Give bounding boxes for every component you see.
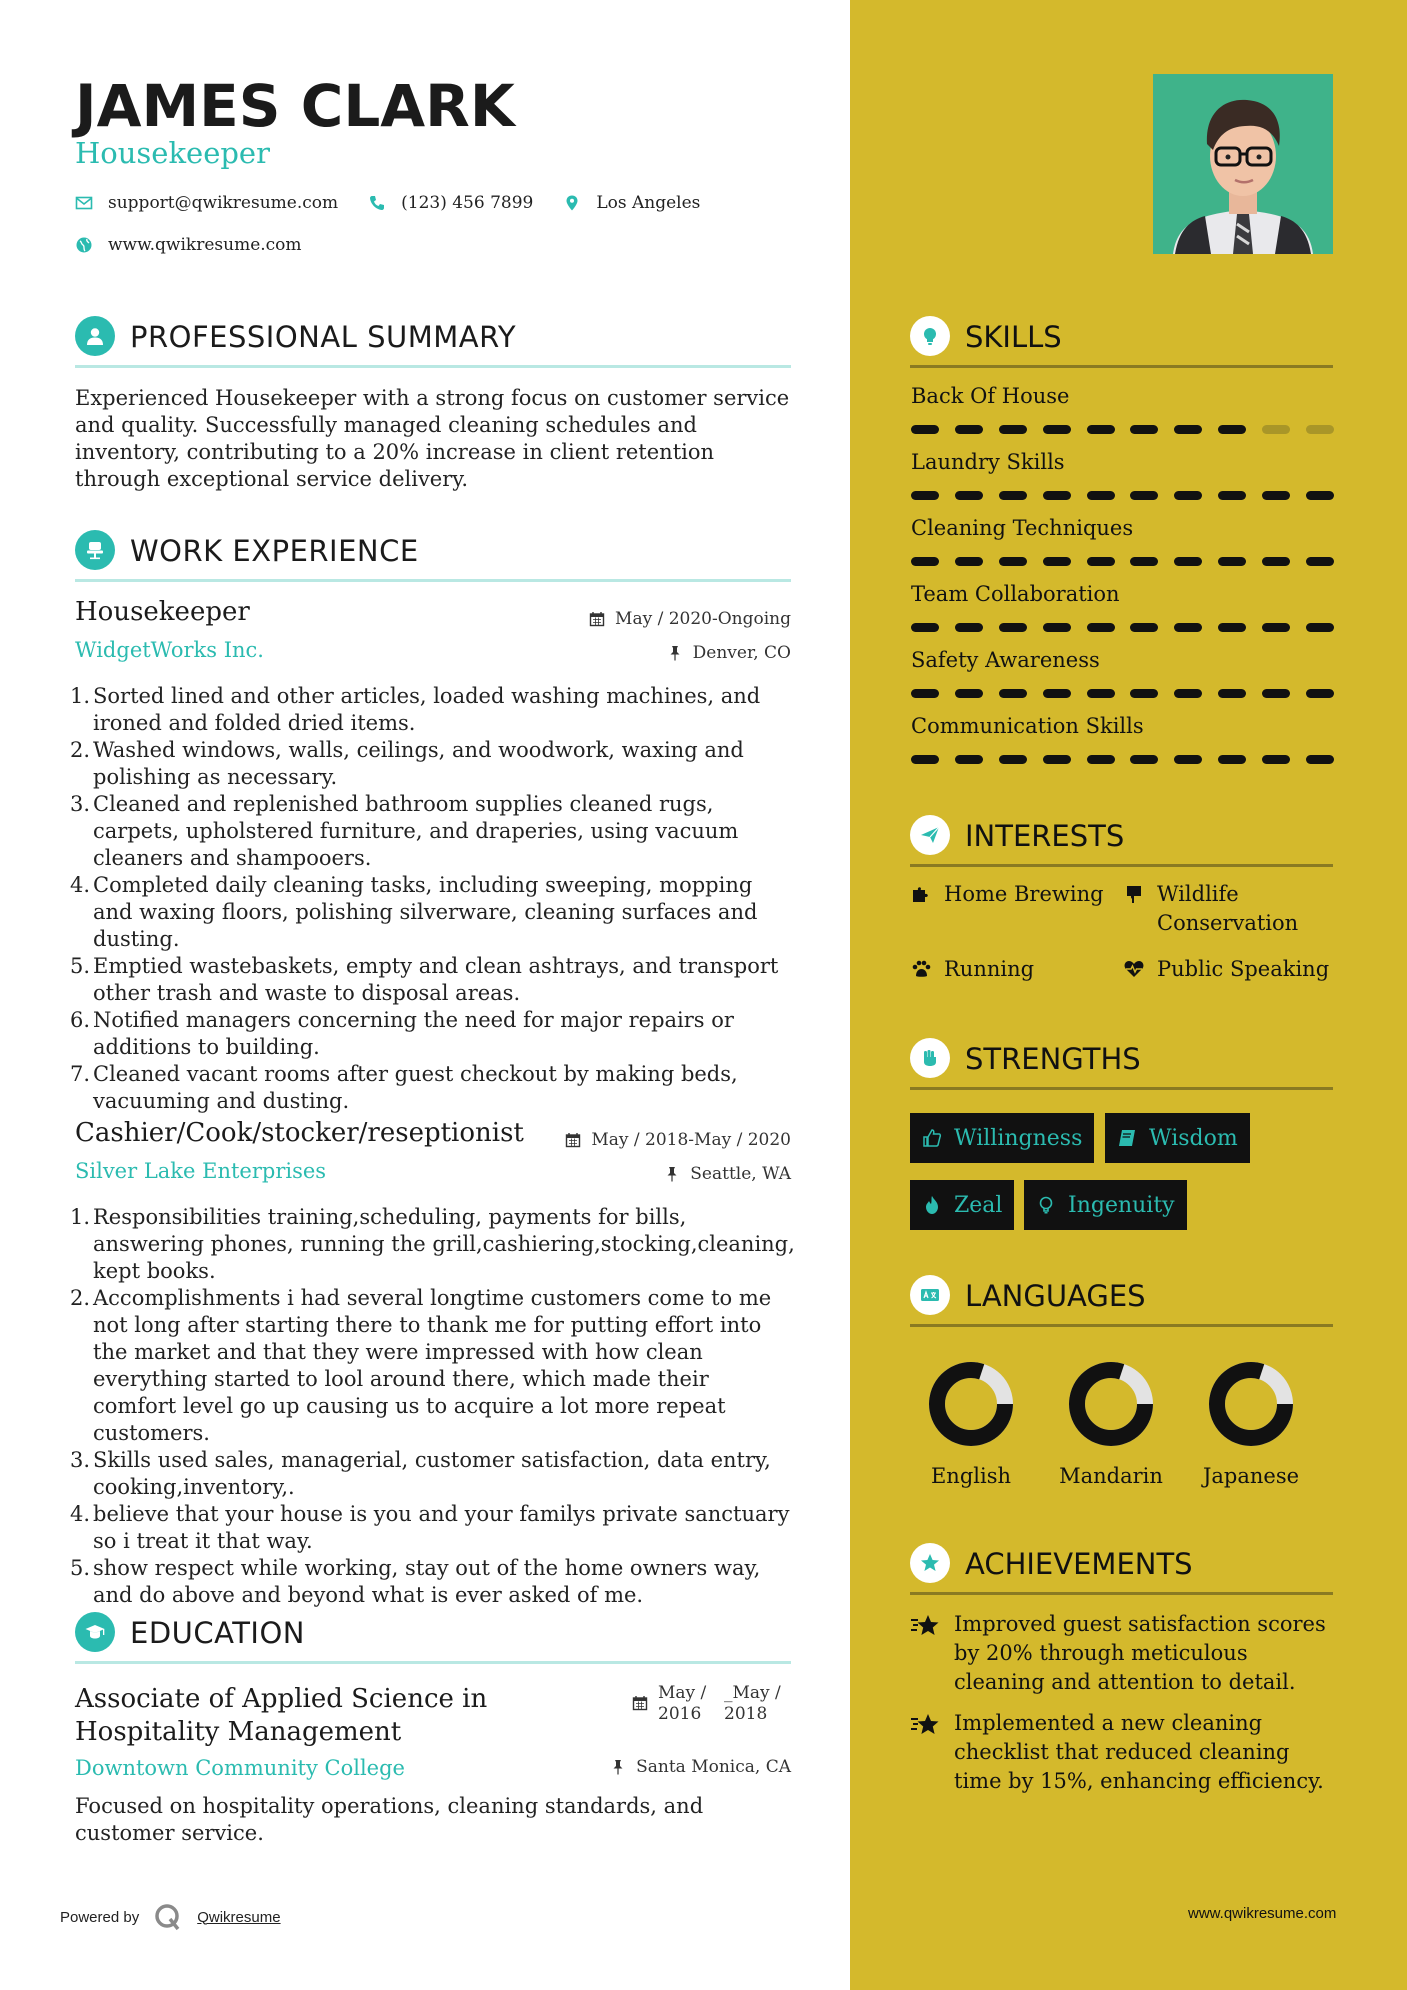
achievement-item: Implemented a new cleaning checklist that reduced cleaning time by 15%, enhancing efficiency. [910, 1709, 1340, 1796]
contact-row-2 [75, 235, 332, 255]
skill-dash [911, 755, 939, 764]
qwikresume-link[interactable]: Qwikresume [197, 1908, 281, 1926]
job-company: WidgetWorks Inc. [75, 638, 264, 662]
paper-plane-icon [910, 815, 950, 855]
school-location: Santa Monica, CA [610, 1757, 791, 1777]
footer-website[interactable]: www.qwikresume.com [1188, 1905, 1337, 1922]
strength-badge: Zeal [910, 1180, 1014, 1230]
list-item: 1. Responsibilities training,scheduling, payments for bills, answering phones, running the grill,cashiering,stocking,cleaning, kept books. [70, 1205, 795, 1283]
skill-dash [911, 557, 939, 566]
star-badge-icon [910, 1543, 950, 1583]
list-item: 3. Cleaned and replenished bathroom supplies cleaned rugs, carpets, upholstered furniture, and draperies, using vacuum cleaners and shampooers. [70, 792, 739, 870]
education-date: May / 2016 _May / 2018 [632, 1683, 790, 1725]
languages-title: LANGUAGES [965, 1279, 1146, 1313]
skill-dash [1087, 623, 1115, 632]
website-text: www.qwikresume.com [108, 235, 302, 255]
skill-dash [1087, 491, 1115, 500]
skill-dash [1306, 425, 1334, 434]
skill-dash [1087, 755, 1115, 764]
job-location: Denver, CO [667, 643, 791, 663]
graduation-cap-icon [75, 1612, 115, 1652]
calendar-icon [565, 1132, 581, 1148]
lightbulb-icon [1036, 1195, 1056, 1215]
list-item: 4. believe that your house is you and your familys private sanctuary so i treat it that way. [70, 1502, 790, 1553]
skill-name: Back Of House [911, 384, 1070, 408]
skill-level-bar [911, 425, 1334, 434]
skill-dash [955, 755, 983, 764]
powered-by: Powered by Qwikresume [60, 1902, 281, 1932]
contact-phone[interactable] [368, 193, 533, 213]
job-title: Cashier/Cook/stocker/reseptionist [75, 1118, 524, 1148]
interest-item: Running [910, 955, 1034, 984]
phone-icon [368, 194, 386, 212]
language-level-ring [1209, 1362, 1293, 1446]
skill-dash [1130, 425, 1158, 434]
book-icon [1117, 1128, 1137, 1148]
skill-dash [1306, 491, 1334, 500]
candidate-name: JAMES CLARK [75, 72, 515, 140]
experience-section-header [75, 530, 791, 582]
contact-website[interactable] [75, 235, 302, 255]
job-bullets [70, 1204, 795, 1609]
strengths-title: STRENGTHS [965, 1042, 1141, 1076]
location-text: Los Angeles [596, 193, 701, 213]
envelope-icon [75, 194, 93, 212]
skill-dash [1306, 623, 1334, 632]
skill-dash [955, 623, 983, 632]
skill-dash [1306, 557, 1334, 566]
skill-dash [1043, 557, 1071, 566]
skill-level-bar [911, 623, 1334, 632]
calendar-icon [589, 611, 605, 627]
interests-title: INTERESTS [965, 819, 1125, 853]
achievements-section-header [910, 1543, 1333, 1595]
skill-dash [1262, 623, 1290, 632]
skill-dash [1218, 425, 1246, 434]
skill-dash [1130, 689, 1158, 698]
strength-badge: Ingenuity [1024, 1180, 1187, 1230]
star-icon [910, 1614, 940, 1638]
language-card-icon [910, 1275, 950, 1315]
language-name: Japanese [1202, 1464, 1300, 1488]
skill-dash [911, 425, 939, 434]
skill-dash [1043, 491, 1071, 500]
contact-email[interactable] [75, 193, 338, 213]
skills-section-header [910, 316, 1333, 368]
list-item: 5. show respect while working, stay out of the home owners way, and do above and beyond what is ever asked of me. [70, 1556, 761, 1607]
education-description: Focused on hospitality operations, cleaning standards, and customer service. [75, 1794, 704, 1845]
skill-dash [1087, 557, 1115, 566]
list-item: 2. Washed windows, walls, ceilings, and woodwork, waxing and polishing as necessary. [70, 738, 744, 789]
skill-dash [955, 491, 983, 500]
skill-level-bar [911, 491, 1334, 500]
skill-dash [911, 689, 939, 698]
contact-location [563, 193, 700, 213]
skill-dash [1174, 755, 1202, 764]
skill-dash [1043, 755, 1071, 764]
user-icon [75, 316, 115, 356]
candidate-role: Housekeeper [75, 136, 270, 170]
language-level-ring [1069, 1362, 1153, 1446]
school-name: Downtown Community College [75, 1756, 405, 1780]
contact-row-1 [75, 193, 730, 213]
chair-icon [75, 530, 115, 570]
skill-dash [1130, 623, 1158, 632]
skill-dash [1087, 689, 1115, 698]
skill-dash [1218, 557, 1246, 566]
pushpin-icon [664, 1166, 680, 1182]
skill-dash [1218, 623, 1246, 632]
skill-dash [999, 755, 1027, 764]
pushpin-icon [667, 645, 683, 661]
skill-dash [1306, 689, 1334, 698]
job-company: Silver Lake Enterprises [75, 1159, 327, 1183]
job-title: Housekeeper [75, 597, 250, 627]
language-name: Mandarin [1059, 1464, 1163, 1488]
skill-dash [1262, 557, 1290, 566]
skill-name: Laundry Skills [911, 450, 1065, 474]
strength-badge: Willingness [910, 1113, 1094, 1163]
skill-dash [1262, 755, 1290, 764]
skill-dash [1130, 557, 1158, 566]
skill-dash [1043, 689, 1071, 698]
interest-item: Home Brewing [910, 880, 1104, 909]
achievements-title: ACHIEVEMENTS [965, 1547, 1193, 1581]
skill-dash [1174, 623, 1202, 632]
strengths-section-header [910, 1038, 1333, 1090]
summary-section-header [75, 316, 791, 368]
education-section-header [75, 1612, 791, 1664]
achievement-item: Improved guest satisfaction scores by 20% through meticulous cleaning and attention to detail. [910, 1610, 1340, 1697]
skill-dash [999, 623, 1027, 632]
list-item: 1. Sorted lined and other articles, loaded washing machines, and ironed and folded dried items. [70, 684, 761, 735]
interests-section-header [910, 815, 1333, 867]
profile-photo [1153, 74, 1333, 254]
email-text: support@qwikresume.com [108, 193, 339, 213]
list-item: 6. Notified managers concerning the need for major repairs or additions to building. [70, 1008, 734, 1059]
skill-dash [911, 623, 939, 632]
job-date: May / 2020-Ongoing [589, 609, 791, 629]
skill-dash [1174, 689, 1202, 698]
summary-title: PROFESSIONAL SUMMARY [130, 320, 517, 354]
education-title: EDUCATION [130, 1616, 306, 1650]
heartbeat-icon [1123, 958, 1145, 980]
language-name: English [930, 1464, 1012, 1488]
globe-icon [75, 236, 93, 254]
pushpin-icon [610, 1759, 626, 1775]
interest-item: Public Speaking [1123, 955, 1329, 984]
skill-dash [999, 689, 1027, 698]
strength-badge: Wisdom [1105, 1113, 1250, 1163]
paw-icon [910, 958, 932, 980]
job-location: Seattle, WA [664, 1164, 791, 1184]
fire-icon [922, 1195, 942, 1215]
skill-dash [1218, 491, 1246, 500]
puzzle-icon [910, 883, 932, 905]
skill-dash [1306, 755, 1334, 764]
qwikresume-logo-icon [153, 1902, 183, 1932]
skill-dash [999, 425, 1027, 434]
skill-dash [1262, 689, 1290, 698]
skill-dash [1262, 491, 1290, 500]
skill-level-bar [911, 557, 1334, 566]
list-item: 3. Skills used sales, managerial, customer satisfaction, data entry, cooking,inventory,. [70, 1448, 771, 1499]
skill-dash [1174, 425, 1202, 434]
calendar-icon [632, 1695, 648, 1711]
skill-dash [1218, 755, 1246, 764]
list-item: 7. Cleaned vacant rooms after guest checkout by making beds, vacuuming and dusting. [70, 1062, 738, 1113]
list-item: 4. Completed daily cleaning tasks, including sweeping, mopping and waxing floors, polishing silverware, cleaning surfaces and dusting. [70, 873, 758, 951]
skill-dash [955, 557, 983, 566]
list-item: 2. Accomplishments i had several longtime customers come to me not long after starting there to thank me for putting effort into the market and that they were impressed with how clean everything started to lool around there, which made their comfort level go up causing us to acquire a lot more repeat customers. [70, 1286, 772, 1445]
skills-title: SKILLS [965, 320, 1062, 354]
skill-dash [911, 491, 939, 500]
skill-name: Cleaning Techniques [911, 516, 1134, 540]
interest-item: Wildlife Conservation [1123, 880, 1298, 938]
languages-section-header [910, 1275, 1333, 1327]
summary-text: Experienced Housekeeper with a strong focus on customer service and quality. Successfully managed cleaning schedules and inventory, contributing to a 20% increase in client retention through exceptional service delivery. [75, 386, 790, 491]
skill-dash [1130, 755, 1158, 764]
fist-icon [910, 1038, 950, 1078]
thumbs-up-icon [922, 1128, 942, 1148]
degree-title: Associate of Applied Science in Hospitality Management [75, 1684, 488, 1747]
skill-name: Team Collaboration [911, 582, 1120, 606]
skill-dash [1043, 623, 1071, 632]
skill-dash [1130, 491, 1158, 500]
job-date: May / 2018-May / 2020 [565, 1130, 791, 1150]
skill-dash [1174, 491, 1202, 500]
experience-title: WORK EXPERIENCE [130, 534, 419, 568]
phone-text: (123) 456 7899 [401, 193, 534, 213]
skill-dash [1174, 557, 1202, 566]
list-item: 5. Emptied wastebaskets, empty and clean ashtrays, and transport other trash and waste to disposal areas. [70, 954, 779, 1005]
skill-dash [999, 491, 1027, 500]
skill-dash [955, 425, 983, 434]
skill-level-bar [911, 755, 1334, 764]
language-level-ring [929, 1362, 1013, 1446]
star-icon [910, 1713, 940, 1737]
skill-dash [1218, 689, 1246, 698]
skill-name: Communication Skills [911, 714, 1144, 738]
skill-dash [999, 557, 1027, 566]
lightbulb-icon [910, 316, 950, 356]
job-bullets [70, 683, 795, 1115]
flag-icon [1123, 883, 1145, 905]
skill-dash [955, 689, 983, 698]
skill-level-bar [911, 689, 1334, 698]
skill-dash [1262, 425, 1290, 434]
map-pin-icon [563, 194, 581, 212]
skill-name: Safety Awareness [911, 648, 1100, 672]
skill-dash [1043, 425, 1071, 434]
skill-dash [1087, 425, 1115, 434]
